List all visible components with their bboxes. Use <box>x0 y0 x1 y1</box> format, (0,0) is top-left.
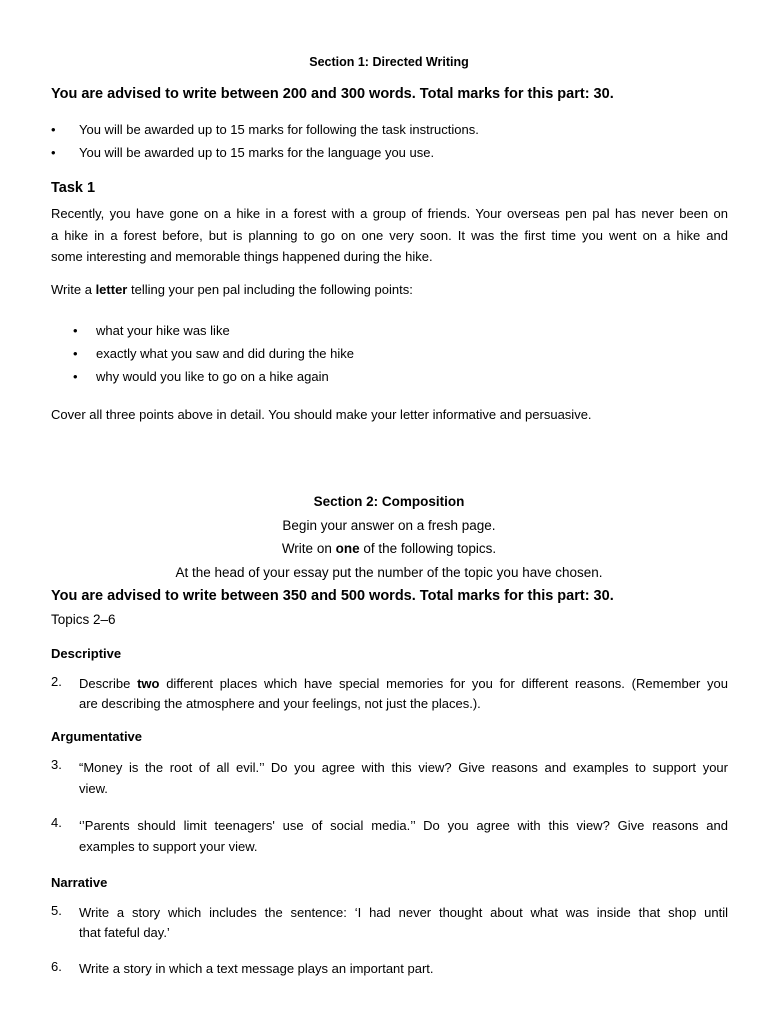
bullet-dot: • <box>51 122 56 137</box>
bullet-dot: • <box>73 346 78 361</box>
line-text: of the following topics. <box>359 541 497 556</box>
section1-title: Section 1: Directed Writing <box>309 55 469 69</box>
topic-3-number: 3. <box>51 757 62 772</box>
section2-line-1: Begin your answer on a fresh page. <box>282 518 496 533</box>
task-description <box>51 203 728 268</box>
topic-4-line-1: ‘’Parents should limit teenagers' use of social media.’’ Do you agree with this view? Give reasons and <box>79 818 728 833</box>
section1-advice: You are advised to write between 200 and 300 words. Total marks for this part: 30. <box>51 86 614 102</box>
point-text: exactly what you saw and did during the hike <box>96 346 354 361</box>
line-text: different places which have special memories for you for different reasons. (Remember you <box>159 676 728 691</box>
topics-range: Topics 2–6 <box>51 612 116 627</box>
section2-line-2 <box>0 541 768 556</box>
topic-3-line-1: “Money is the root of all evil.’’ Do you agree with this view? Give reasons and examples to support your <box>79 760 728 775</box>
bullet-text: You will be awarded up to 15 marks for following the task instructions. <box>79 122 479 137</box>
descriptive-heading: Descriptive <box>51 646 122 661</box>
topic-5-text <box>79 903 728 943</box>
topic-4-text <box>79 815 728 857</box>
bullet-dot: • <box>51 145 56 160</box>
topic-2-number: 2. <box>51 674 62 689</box>
topic-6-number: 6. <box>51 959 62 974</box>
topic-5-line-1: Write a story which includes the sentence: ‘I had never thought about what was inside that shop until <box>79 905 728 920</box>
section2-advice: You are advised to write between 350 and 500 words. Total marks for this part: 30. <box>51 588 614 604</box>
cover-instruction: Cover all three points above in detail. You should make your letter informative and persuasive. <box>51 407 592 422</box>
topic-2-text <box>79 674 728 714</box>
topic-2-line-2: are describing the atmosphere and your feelings, not just the places.). <box>79 696 481 711</box>
instruction-text: Write a <box>51 282 96 297</box>
task-line-1: Recently, you have gone on a hike in a forest with a group of friends. Your overseas pen pal has never been on <box>51 206 728 221</box>
line-text: Describe <box>79 676 138 691</box>
point-text: why would you like to go on a hike again <box>96 369 329 384</box>
letter-emphasis: letter <box>95 282 128 297</box>
task-line-2: a hike in a forest before, but is planning to go on one very soon. It was the first time you went on a hike and <box>51 227 728 243</box>
topic-4-number: 4. <box>51 815 62 830</box>
task-line-3: some interesting and memorable things happened during the hike. <box>51 249 433 264</box>
topic-4-line-2: examples to support your view. <box>79 839 258 854</box>
narrative-heading: Narrative <box>51 875 108 890</box>
bullet-dot: • <box>73 369 78 384</box>
point-text: what your hike was like <box>96 323 230 338</box>
instruction-text: telling your pen pal including the following points: <box>127 282 413 297</box>
one-emphasis: one <box>335 541 360 556</box>
topic-3-text <box>79 757 728 799</box>
section2-title: Section 2: Composition <box>313 494 465 509</box>
bullet-text: You will be awarded up to 15 marks for the language you use. <box>79 145 435 160</box>
topic-5-number: 5. <box>51 903 62 918</box>
bullet-dot: • <box>73 323 78 338</box>
task-title: Task 1 <box>51 180 96 196</box>
line-text: Write on <box>281 541 336 556</box>
topic-5-line-2: that fateful day.’ <box>79 925 170 940</box>
argumentative-heading: Argumentative <box>51 729 143 744</box>
write-letter-instruction <box>51 282 413 297</box>
topic-3-line-2: view. <box>79 781 108 796</box>
two-emphasis: two <box>137 676 160 691</box>
topic-2-line-1 <box>79 674 728 694</box>
topic-6-text: Write a story in which a text message plays an important part. <box>79 961 434 976</box>
section2-line-3: At the head of your essay put the number of the topic you have chosen. <box>175 565 603 580</box>
